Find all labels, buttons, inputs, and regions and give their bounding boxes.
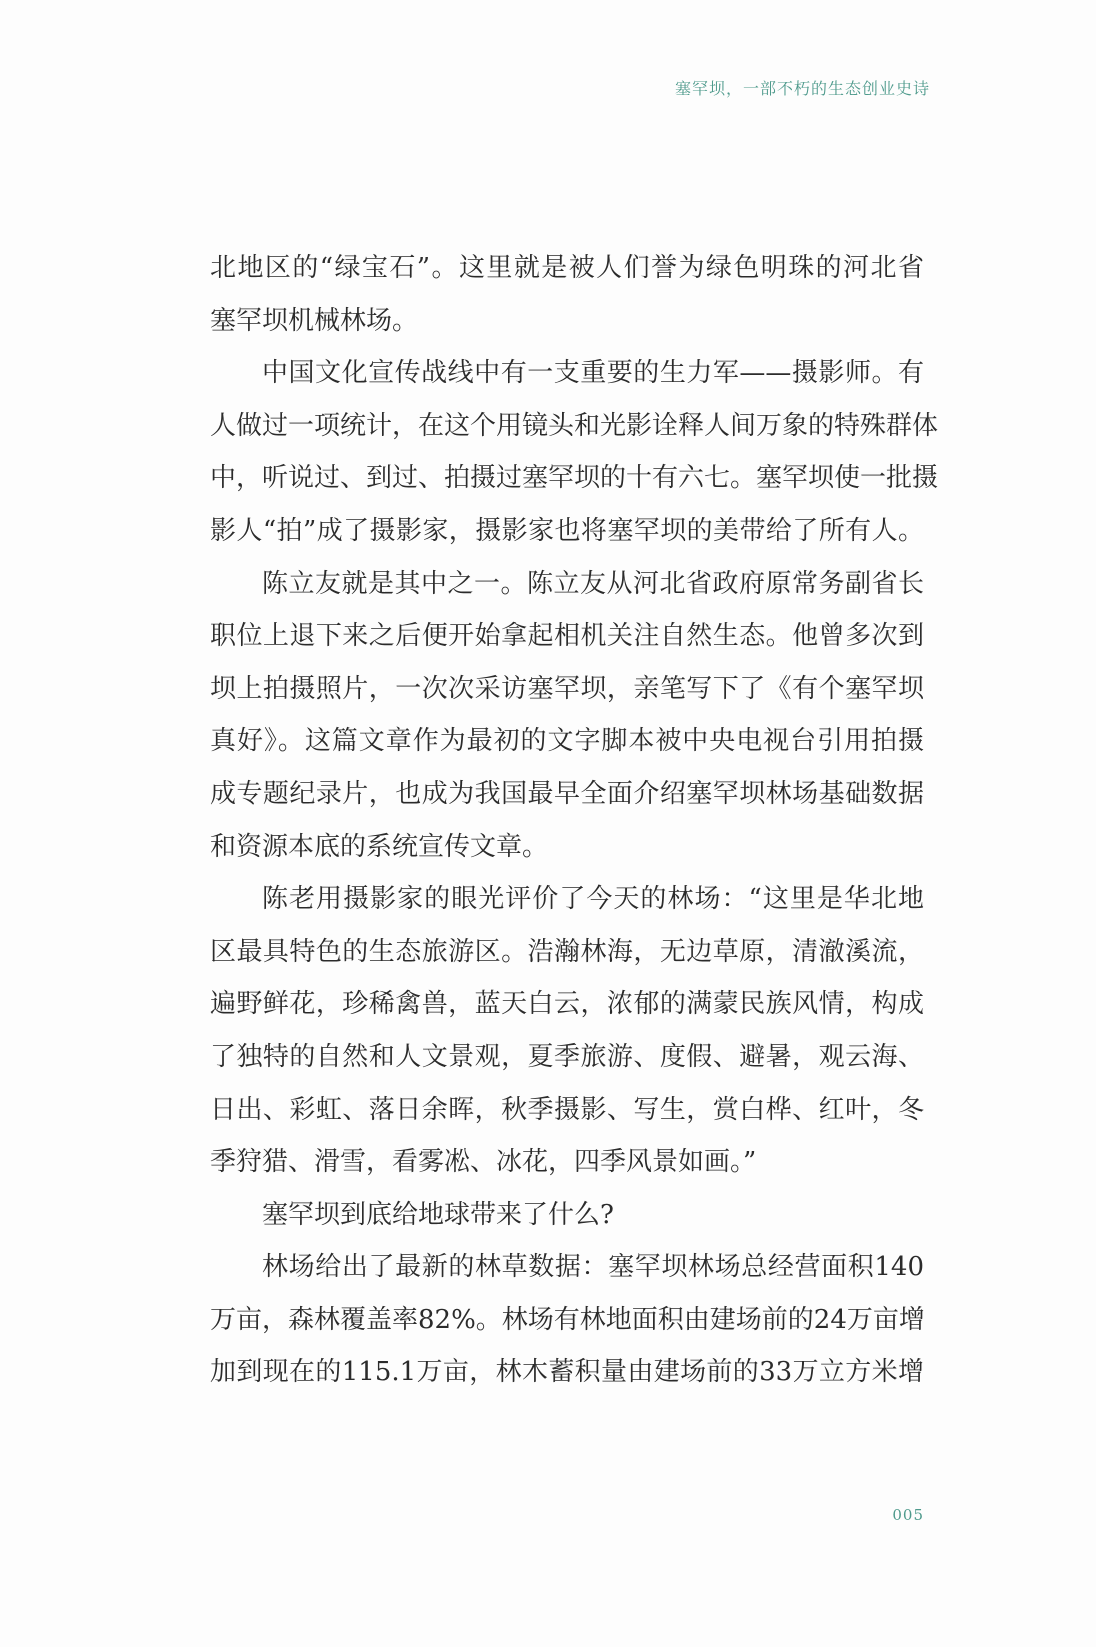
text-line: 成专题纪录片，也成为我国最早全面介绍塞罕坝林场基础数据 [210, 778, 924, 809]
text-line: 加到现在的115.1万亩，林木蓄积量由建场前的33万立方米增 [210, 1357, 924, 1388]
text-line: 陈老用摄影家的眼光评价了今天的林场：“这里是华北地 [262, 884, 924, 915]
body-text [210, 242, 939, 1399]
text-line: 人做过一项统计，在这个用镜头和光影诠释人间万象的特殊群体 [210, 410, 939, 441]
text-line: 区最具特色的生态旅游区。浩瀚林海，无边草原，清澈溪流， [210, 936, 924, 967]
text-line: 林场给出了最新的林草数据：塞罕坝林场总经营面积140 [262, 1252, 924, 1283]
text-line: 日出、彩虹、落日余晖，秋季摄影、写生，赏白桦、红叶，冬 [210, 1094, 924, 1125]
text-line: 万亩，森林覆盖率82%。林场有林地面积由建场前的24万亩增 [210, 1304, 925, 1335]
running-header-title: 塞罕坝，一部不朽的生态创业史诗 [674, 79, 930, 98]
text-line: 职位上退下来之后便开始拿起相机关注自然生态。他曾多次到 [210, 621, 924, 652]
text-line: 坝上拍摄照片，一次次采访塞罕坝，亲笔写下了《有个塞罕坝 [210, 673, 924, 704]
text-line: 遍野鲜花，珍稀禽兽，蓝天白云，浓郁的满蒙民族风情，构成 [210, 989, 924, 1020]
text-line: 塞罕坝机械林场。 [210, 305, 419, 336]
text-line: 中国文化宣传战线中有一支重要的生力军——摄影师。有 [262, 358, 924, 389]
text-line: 中，听说过、到过、拍摄过塞罕坝的十有六七。塞罕坝使一批摄 [210, 463, 939, 494]
text-line: 季狩猎、滑雪，看雾凇、冰花，四季风景如画。” [210, 1147, 757, 1178]
text-line: 陈立友就是其中之一。陈立友从河北省政府原常务副省长 [262, 568, 924, 599]
text-line: 影人“拍”成了摄影家，摄影家也将塞罕坝的美带给了所有人。 [210, 515, 924, 546]
text-line: 了独特的自然和人文景观，夏季旅游、度假、避暑，观云海、 [210, 1041, 924, 1072]
text-line: 北地区的“绿宝石”。这里就是被人们誉为绿色明珠的河北省 [210, 253, 924, 283]
text-line: 真好》。这篇文章作为最初的文字脚本被中央电视台引用拍摄 [210, 726, 924, 757]
text-line: 和资源本底的系统宣传文章。 [210, 831, 549, 862]
page-number: 005 [892, 1506, 924, 1524]
text-line: 塞罕坝到底给地球带来了什么? [262, 1199, 614, 1230]
